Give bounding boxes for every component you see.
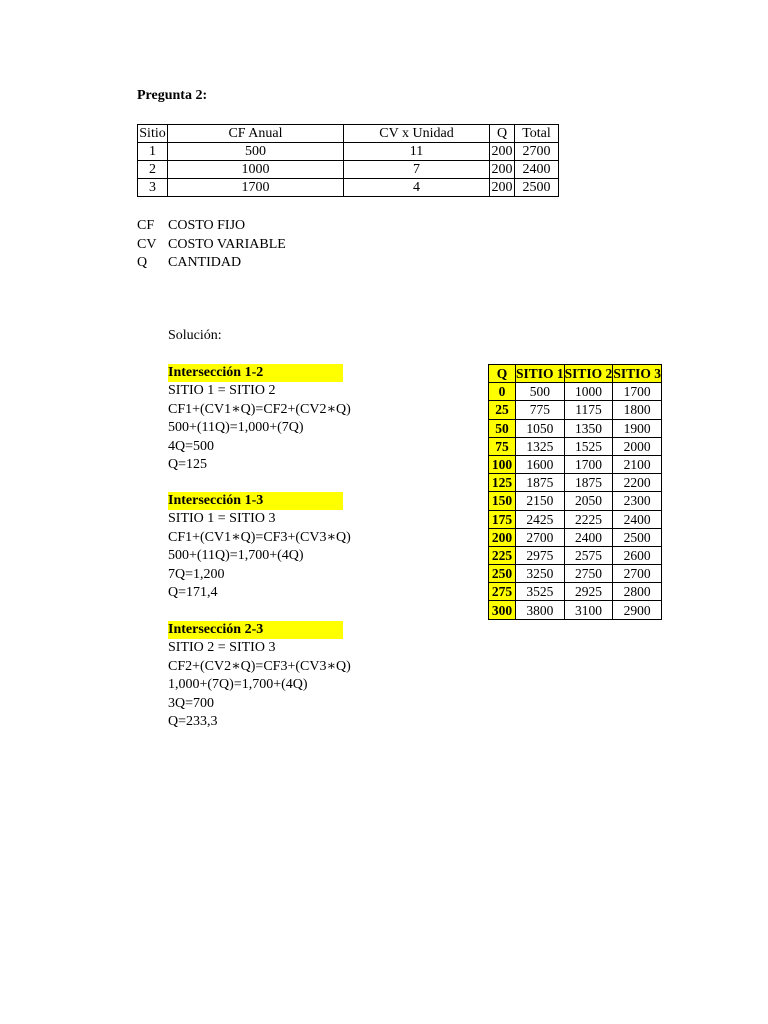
cost-cell: 2700: [516, 528, 565, 546]
equation-line: 3Q=700: [168, 695, 215, 711]
table-cell: 1000: [168, 161, 344, 179]
table-row: [489, 474, 662, 492]
cost-cell: 1350: [564, 419, 613, 437]
cost-cell: 2500: [613, 528, 662, 546]
cost-cell: 1050: [516, 419, 565, 437]
quantity-cell: 25: [489, 401, 516, 419]
equation-line: SITIO 1 = SITIO 2: [168, 383, 276, 399]
legend: [137, 217, 286, 273]
equation-line: CF1+(CV1∗Q)=CF2+(CV2∗Q): [168, 401, 351, 417]
cost-cell: 1525: [564, 437, 613, 455]
quantity-cell: 50: [489, 419, 516, 437]
cost-cell: 2300: [613, 492, 662, 510]
cost-cell: 2575: [564, 546, 613, 564]
legend-abbr: Q: [137, 255, 148, 270]
table-cell: 2: [138, 161, 168, 179]
cost-cell: 2200: [613, 474, 662, 492]
col-header-sitio-2: SITIO 2: [564, 366, 613, 382]
col-header-sitio-1: SITIO 1: [516, 366, 564, 382]
table-row: [489, 401, 662, 419]
cost-cell: 2900: [613, 601, 662, 619]
quantity-cell: 300: [489, 601, 516, 619]
cost-cell: 1175: [564, 401, 613, 419]
quantity-cell: 0: [489, 383, 516, 401]
equation-line: 500+(11Q)=1,000+(7Q): [168, 420, 304, 436]
table-cell: 2500: [515, 179, 559, 197]
equation-line: 4Q=500: [168, 438, 215, 454]
intersection-heading: Intersección 2-3: [168, 621, 343, 639]
table-row: [489, 455, 662, 473]
equation-line: SITIO 2 = SITIO 3: [168, 640, 276, 656]
legend-text: COSTO FIJO: [168, 218, 246, 233]
cost-cell: 1700: [613, 383, 662, 401]
table-row: [489, 601, 662, 619]
cost-cell: 2925: [564, 583, 613, 601]
table-row: [489, 565, 662, 583]
equation-line: CF1+(CV1∗Q)=CF3+(CV3∗Q): [168, 529, 351, 545]
legend-item: [137, 236, 286, 255]
cost-cell: 3525: [516, 583, 565, 601]
legend-text: CANTIDAD: [168, 255, 242, 270]
quantity-cell: 200: [489, 528, 516, 546]
legend-abbr: CF: [137, 218, 155, 233]
table-row: [489, 583, 662, 601]
table-cell: 11: [344, 143, 490, 161]
cost-cell: 2000: [613, 437, 662, 455]
quantity-cell: 150: [489, 492, 516, 510]
cost-cell: 2800: [613, 583, 662, 601]
cost-cell: 1900: [613, 419, 662, 437]
table-cell: 2400: [515, 161, 559, 179]
col-header-q: Q: [490, 125, 515, 143]
table-row: [489, 510, 662, 528]
table-cell: 200: [491, 162, 513, 177]
intersection-heading: Intersección 1-2: [168, 364, 343, 382]
table-row: [138, 179, 559, 197]
table-row: [489, 437, 662, 455]
cost-cell: 3250: [516, 565, 565, 583]
col-header-total: Total: [515, 125, 559, 143]
col-header-sitio-3: SITIO 3: [613, 366, 661, 382]
equation-line: Q=171,4: [168, 585, 218, 600]
cost-cell: 2150: [516, 492, 565, 510]
quantity-cell: 250: [489, 565, 516, 583]
table-row: [489, 492, 662, 510]
cost-cell: 3100: [564, 601, 613, 619]
col-header-cf-anual: CF Anual: [168, 125, 344, 143]
cost-cell: 500: [516, 383, 565, 401]
col-header-sitio: Sitio: [139, 126, 166, 141]
table-cell: 2700: [515, 143, 559, 161]
legend-text: COSTO VARIABLE: [168, 236, 286, 252]
col-header-q: Q: [489, 365, 516, 383]
solution-label: Solución:: [168, 328, 222, 343]
cost-cell: 1700: [564, 455, 613, 473]
table-row: [489, 546, 662, 564]
table-cell: 3: [138, 179, 168, 197]
equation-line: Q=233,3: [168, 714, 218, 729]
quantity-cell: 75: [489, 437, 516, 455]
cost-table: [488, 364, 662, 620]
legend-abbr: CV: [137, 236, 157, 252]
legend-item: [137, 217, 286, 236]
table-cell: 200: [491, 144, 513, 159]
table-row: [489, 528, 662, 546]
cost-cell: 2975: [516, 546, 565, 564]
cost-cell: 1600: [516, 455, 565, 473]
equation-line: 500+(11Q)=1,700+(4Q): [168, 548, 304, 564]
cost-cell: 2425: [516, 510, 565, 528]
cost-cell: 775: [516, 401, 565, 419]
cost-cell: 3800: [516, 601, 565, 619]
cost-cell: 2700: [613, 565, 662, 583]
page-title: Pregunta 2:: [137, 88, 208, 103]
quantity-cell: 175: [489, 510, 516, 528]
quantity-cell: 125: [489, 474, 516, 492]
table-row: [138, 161, 559, 179]
table-cell: 500: [168, 143, 344, 161]
cost-cell: 2050: [564, 492, 613, 510]
cost-cell: 2600: [613, 546, 662, 564]
table-cell: 7: [344, 161, 490, 179]
table-row: [489, 383, 662, 401]
cost-cell: 1800: [613, 401, 662, 419]
quantity-cell: 100: [489, 455, 516, 473]
cost-table-header-row: [489, 365, 662, 383]
sites-table: [137, 124, 559, 197]
table-cell: 200: [491, 180, 513, 195]
equation-line: 1,000+(7Q)=1,700+(4Q): [168, 677, 308, 693]
equation-line: 7Q=1,200: [168, 566, 225, 582]
table-cell: 1700: [168, 179, 344, 197]
cost-cell: 2100: [613, 455, 662, 473]
cost-cell: 1000: [564, 383, 613, 401]
cost-cell: 1875: [564, 474, 613, 492]
legend-item: [137, 254, 286, 273]
cost-cell: 1875: [516, 474, 565, 492]
equation-line: Q=125: [168, 457, 208, 472]
sites-table-header-row: [138, 125, 559, 143]
equation-line: SITIO 1 = SITIO 3: [168, 511, 276, 527]
cost-cell: 2400: [613, 510, 662, 528]
intersection-heading: Intersección 1-3: [168, 492, 343, 510]
equation-line: CF2+(CV2∗Q)=CF3+(CV3∗Q): [168, 658, 351, 674]
table-row: [489, 419, 662, 437]
cost-cell: 1325: [516, 437, 565, 455]
cost-cell: 2400: [564, 528, 613, 546]
col-header-cv-unidad: CV x Unidad: [344, 125, 490, 143]
quantity-cell: 275: [489, 583, 516, 601]
cost-cell: 2225: [564, 510, 613, 528]
table-cell: 1: [138, 143, 168, 161]
table-cell: 4: [344, 179, 490, 197]
table-row: [138, 143, 559, 161]
cost-cell: 2750: [564, 565, 613, 583]
quantity-cell: 225: [489, 546, 516, 564]
